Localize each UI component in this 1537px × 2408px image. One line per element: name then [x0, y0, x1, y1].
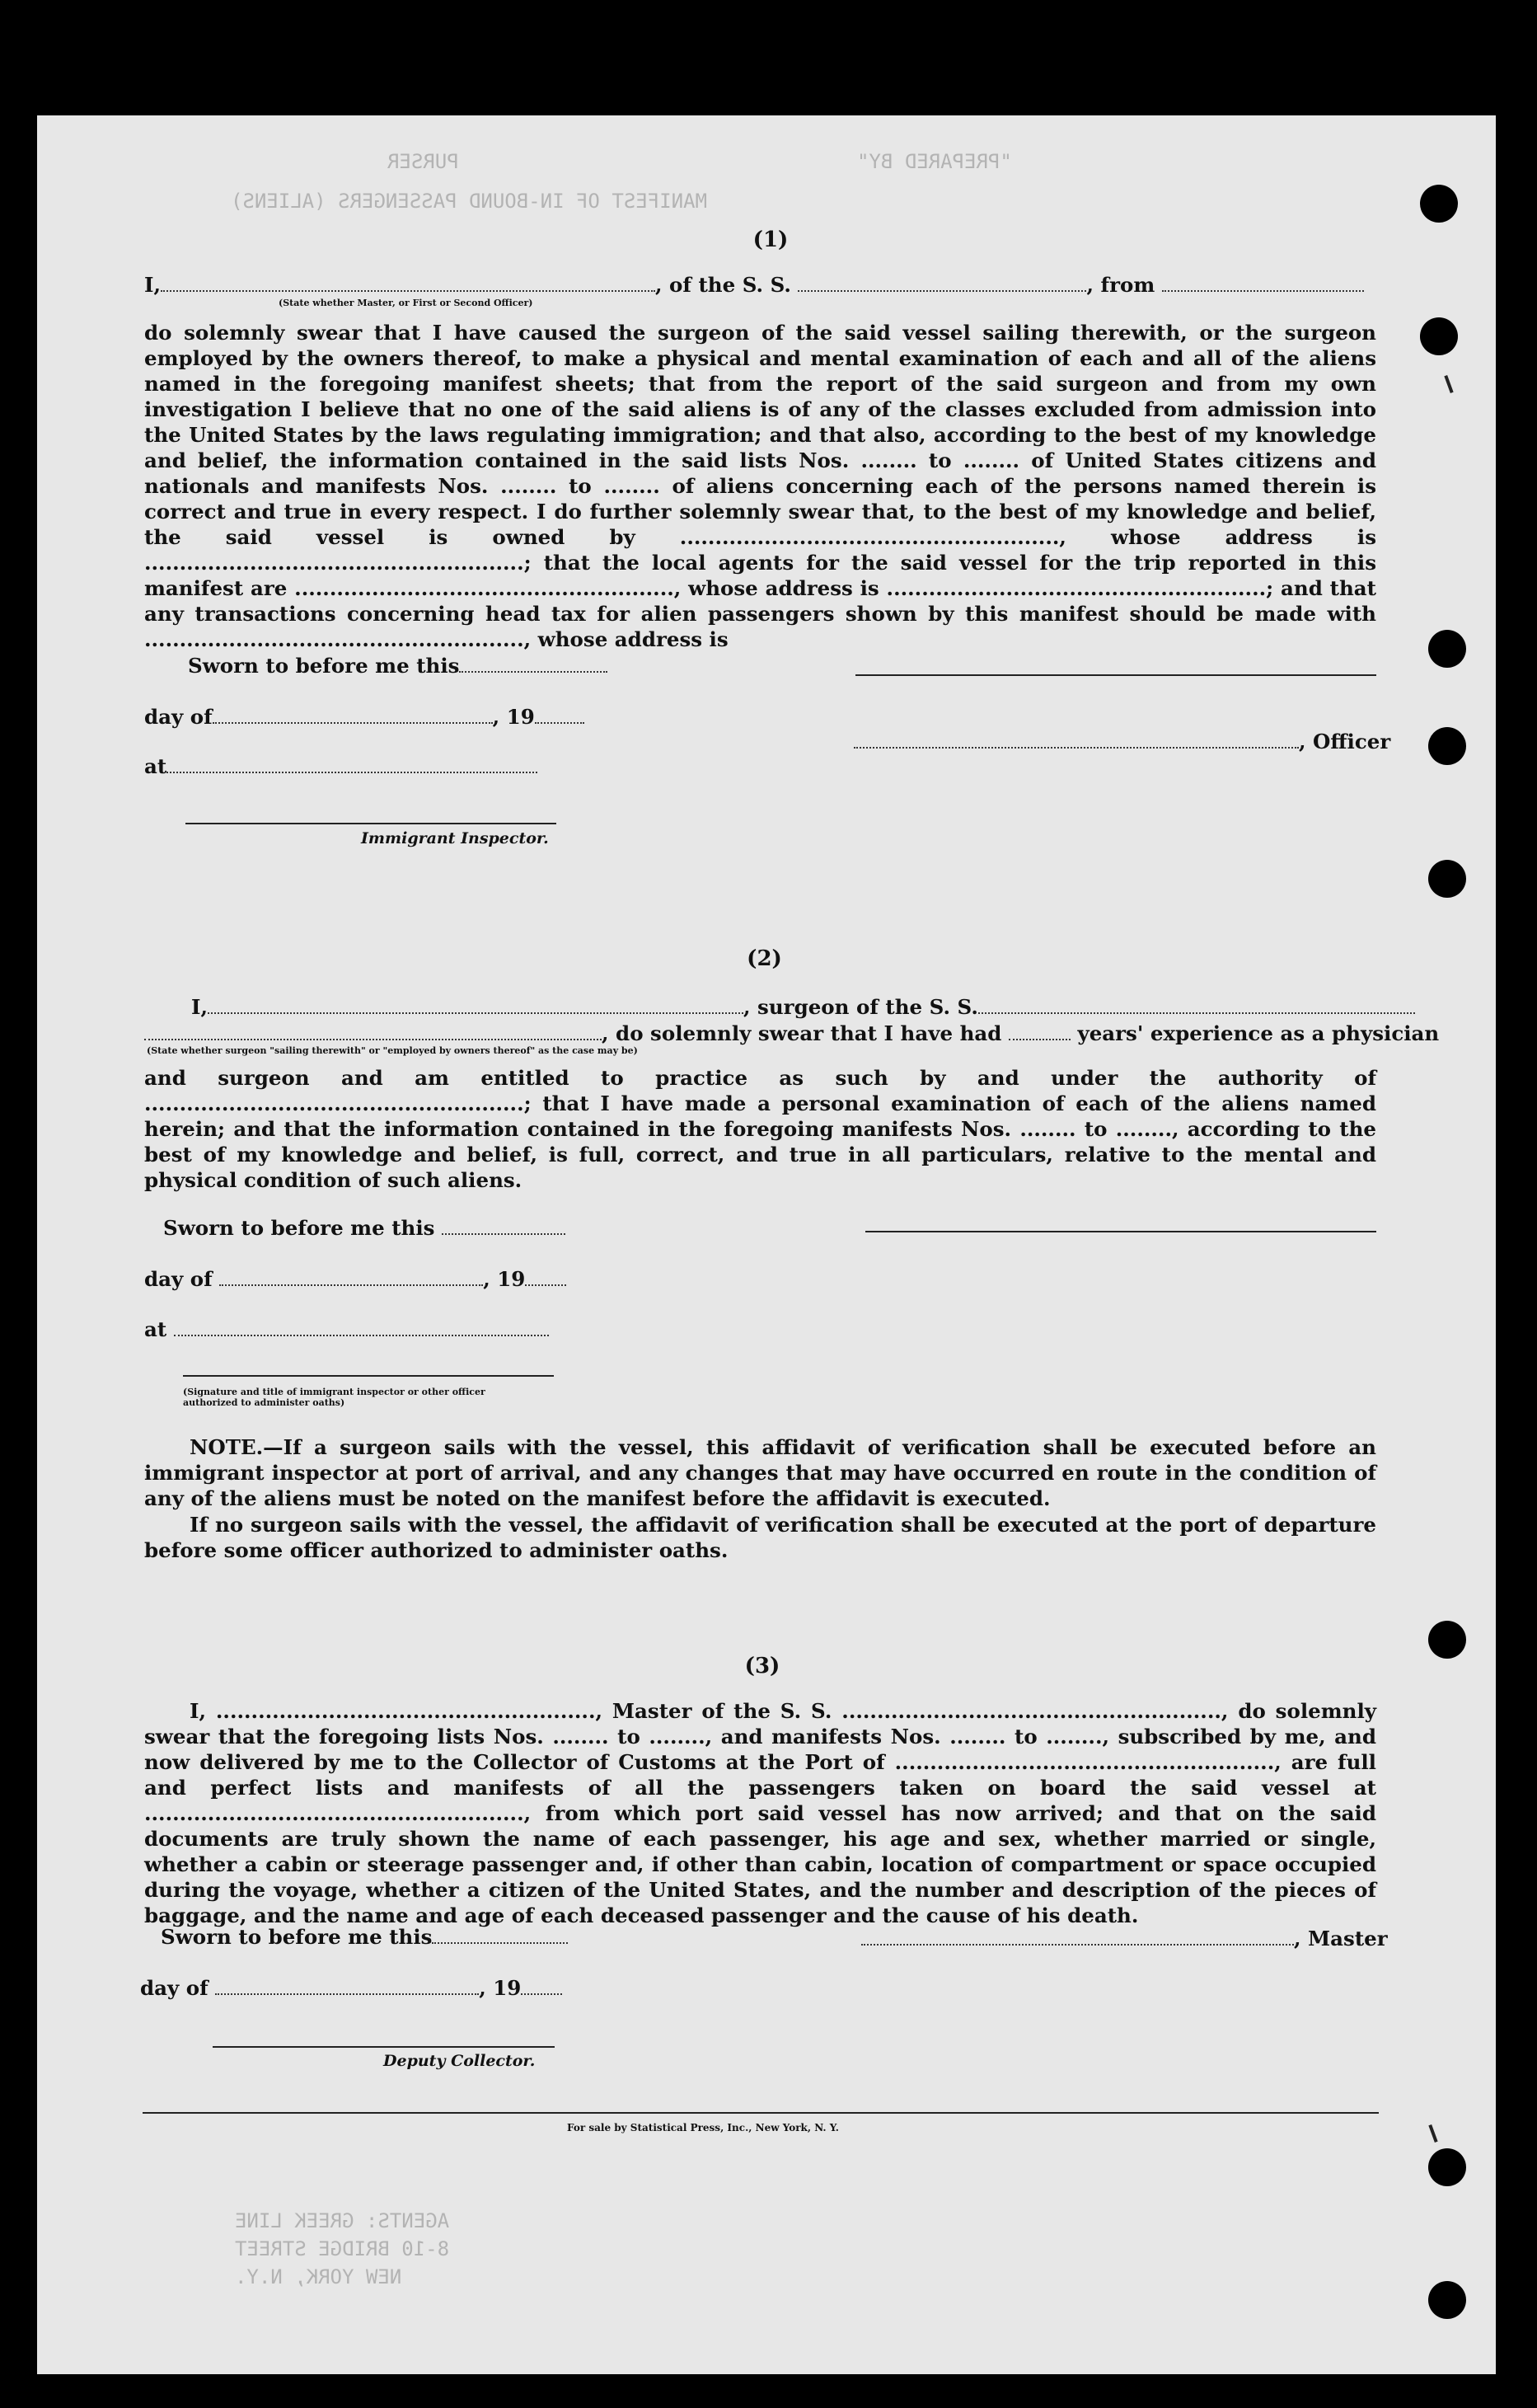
punch-hole [1428, 860, 1466, 898]
s3-sworn-label: Sworn to before me this [161, 1925, 433, 1949]
s1-officer-label: , Officer [1299, 730, 1391, 753]
s1-at-blank[interactable] [166, 772, 537, 773]
bleed-title: MANIFEST OF IN-BOUND PASSENGERS (ALIENS) [231, 190, 707, 213]
s1-officer-line-1 [855, 674, 1376, 676]
s1-body: do solemnly swear that I have caused the surgeon of the said vessel sailing therewith, or the surgeon employed by the owners thereof, to make a physical and mental examination of each and all of the aliens named in the foregoing manifest sheets; that from the report of the said surgeon and from my own investigation I believe that no one of the said aliens is of any of the classes excluded from admission into the United States by the laws regulating immigration; and that also, according to the best of my knowledge and belief, the information contained in the said lists Nos. ........ to ........ of United States citizens and nationals and manifests Nos. ........ to ........ of aliens concerning each of the persons named therein is correct and true in every respect. I do further solemnly swear that, to the best of my knowledge and belief, the said vessel is owned by ......................................................, whose address is ......................................................; that the local agents for the said vessel for the trip reported in this manifest are ......................................................, whose address is ......................................................; and that any transactions concerning head tax for alien passengers shown by this manifest should be made with ......................................................, whose address is [144, 321, 1376, 651]
section-2-number: (2) [747, 946, 782, 971]
s1-year-blank[interactable] [535, 722, 584, 724]
s3-master-sig[interactable] [861, 1944, 1294, 1946]
s1-from: , from [1086, 273, 1155, 297]
s1-sworn-label: Sworn to before me this [188, 654, 460, 678]
s2-day-label: day of [144, 1267, 213, 1291]
s2-line2 [144, 1021, 1439, 1046]
s3-day [140, 1975, 562, 2001]
s3-sworn [161, 1924, 568, 1950]
s1-sworn [188, 653, 607, 678]
bleed-prepared: "PREPARED BY" [857, 150, 1012, 173]
s2-day-blank[interactable] [219, 1284, 483, 1286]
s1-of-ss: , of the S. S. [655, 273, 791, 297]
s2-at-label: at [144, 1317, 167, 1341]
footer-imprint: For sale by Statistical Press, Inc., New York, N. Y. [567, 2122, 839, 2133]
punch-hole [1428, 630, 1466, 668]
s2-years-blank[interactable] [1009, 1039, 1071, 1040]
punch-hole [1428, 2281, 1466, 2319]
s1-sworn-blank[interactable] [459, 671, 607, 673]
s1-at-label: at [144, 754, 167, 778]
s2-sworn-blank[interactable] [442, 1233, 565, 1235]
s2-ship-blank[interactable] [978, 1012, 1415, 1014]
s1-day-blank[interactable] [213, 722, 493, 724]
punch-hole [1420, 185, 1458, 223]
s1-from-blank[interactable] [1162, 290, 1364, 292]
s2-note-small: (State whether surgeon "sailing therewith" or "employed by owners thereof" as the case may be) [147, 1045, 638, 1056]
s3-collector-line [213, 2046, 555, 2048]
s2-sig-note: (Signature and title of immigrant inspector or other officer authorized to administer oaths) [183, 1387, 485, 1408]
s2-sworn-label: Sworn to before me this [163, 1216, 435, 1240]
punch-hole [1428, 2148, 1466, 2186]
punch-hole [1428, 1621, 1466, 1659]
section-3-number: (3) [744, 1654, 780, 1678]
s1-officer-sig[interactable] [854, 747, 1299, 749]
s3-master-label: , Master [1294, 1927, 1388, 1950]
s2-note-label: NOTE. [190, 1435, 264, 1459]
s2-body: and surgeon and am entitled to practice as such by and under the authority of ......................................................; that I have made a personal examination of each of the aliens named herein; and that the information contained in the foregoing manifests Nos. ........ to ........, according to the best of my knowledge and belief, is full, correct, and true in all particulars, relative to the mental and physical condition of such aliens. [144, 1066, 1376, 1192]
s1-i: I, [144, 273, 161, 297]
s2-at [144, 1317, 549, 1342]
s2-note-text: —If a surgeon sails with the vessel, this affidavit of verification shall be executed before an immigrant inspector at port of arrival, and any changes that may have occurred en route in the condition of any of the aliens must be noted on the manifest before the affidavit is executed. [144, 1435, 1376, 1510]
s3-collector: Deputy Collector. [383, 2052, 536, 2070]
s2-note [144, 1434, 1376, 1511]
s2-year-label: , 19 [483, 1267, 526, 1291]
s1-officer-blank[interactable] [161, 290, 655, 292]
s1-year-label: , 19 [492, 705, 535, 729]
punch-hole [1428, 727, 1466, 765]
s1-line1 [144, 272, 1364, 298]
s1-inspector: Immigrant Inspector. [361, 829, 549, 847]
s2-year-blank[interactable] [525, 1284, 566, 1286]
s3-sworn-blank[interactable] [432, 1942, 568, 1944]
s3-body: I, ......................................................, Master of the S. S. ......................................................, do solemnly swear that the foregoing lists Nos. ........ to ........, and manifests Nos. ........ to ........, subscribed by me, and now delivered by me to the Collector of Customs at the Port of ......................................................, are full and perfect lists and manifests of all the passengers taken on board the said vessel at ......................................................, from which port said vessel has now arrived; and that on the said documents are truly shown the name of each passenger, his age and sex, whether married or single, whether a cabin or steerage passenger and, if other than cabin, location of compartment or space occupied during the voyage, whether a citizen of the United States, and the number and description of the pieces of baggage, and the name and age of each deceased passenger and the cause of his death. [144, 1699, 1376, 1927]
s1-ship-blank[interactable] [798, 290, 1086, 292]
s2-surgeon-ss: , surgeon of the S. S. [743, 995, 978, 1019]
s3-day-blank[interactable] [215, 1993, 479, 1995]
s3-day-label: day of [140, 1976, 209, 2000]
s1-day-label: day of [144, 705, 213, 729]
s2-sig-line [183, 1375, 554, 1377]
s1-officer [854, 729, 1390, 754]
bleed-agents-1: AGENTS: GREEK LINE [235, 2209, 450, 2232]
bleed-agents-3: NEW YORK, N.Y. [235, 2265, 402, 2288]
s3-master [861, 1926, 1388, 1951]
punch-hole [1420, 317, 1458, 355]
s2-day [144, 1266, 566, 1292]
s2-years: years' experience as a physician [1077, 1021, 1440, 1045]
bleed-purser: PURSER [387, 150, 459, 173]
s1-officer-note: (State whether Master, or First or Second Officer) [279, 298, 533, 308]
s2-line1 [191, 994, 1415, 1020]
s2-blank-1[interactable] [208, 1012, 743, 1014]
section-1-number: (1) [752, 228, 789, 252]
s2-name-blank[interactable] [144, 1039, 602, 1040]
footer-rule [143, 2112, 1379, 2114]
s1-day [144, 704, 584, 730]
s2-note2: If no surgeon sails with the vessel, the affidavit of verification shall be executed at the port of departure before some officer authorized to administer oaths. [144, 1513, 1376, 1562]
bleed-agents-2: 8-10 BRIDGE STREET [235, 2237, 450, 2260]
s3-year-blank[interactable] [521, 1993, 562, 1995]
s2-at-blank[interactable] [174, 1335, 549, 1336]
s2-i: I, [191, 995, 208, 1019]
s1-at [144, 753, 537, 779]
s2-sworn [163, 1215, 565, 1241]
s2-surgeon-sig-line [865, 1231, 1376, 1232]
s1-inspector-line [185, 823, 556, 824]
s2-swear: , do solemnly swear that I have had [602, 1021, 1002, 1045]
s3-year-label: , 19 [479, 1976, 522, 2000]
